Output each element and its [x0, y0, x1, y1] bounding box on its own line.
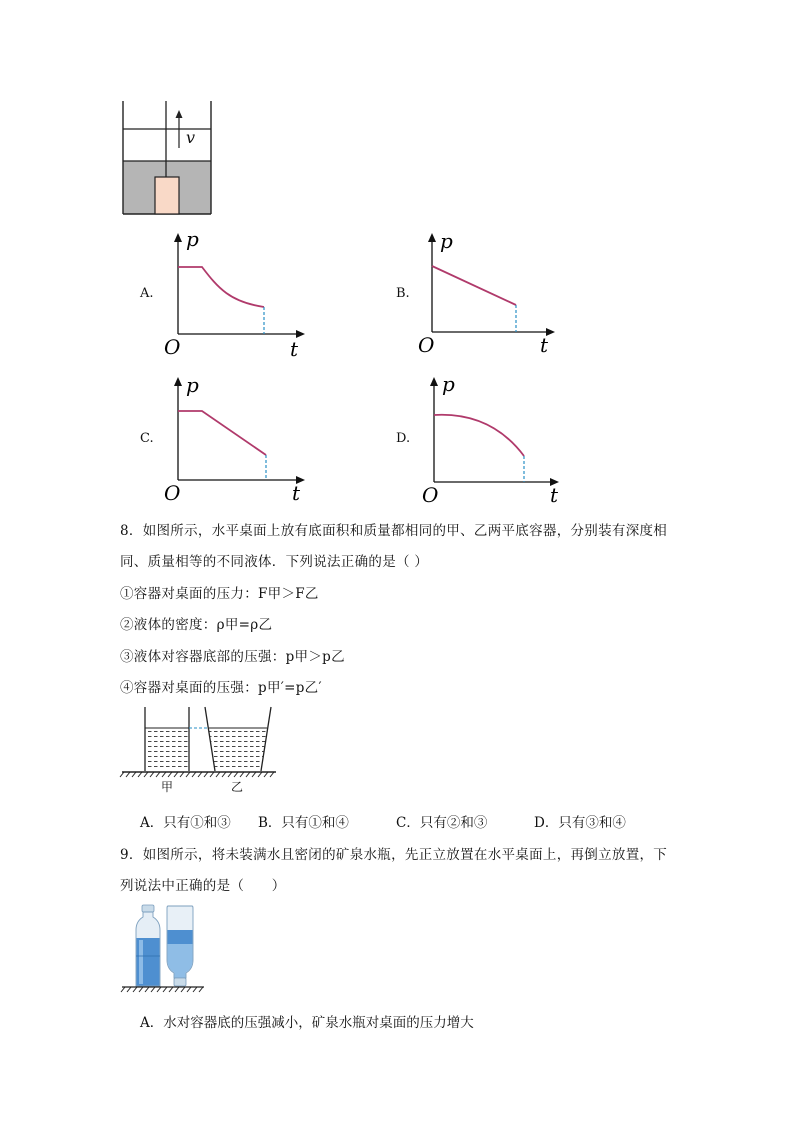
upright-bottle-cap — [142, 905, 154, 912]
q8-option-b[interactable]: B．只有①和④ — [258, 815, 349, 831]
x-axis-label: t — [292, 481, 301, 504]
origin-label: O — [418, 333, 435, 357]
graph-d[interactable] — [416, 372, 566, 504]
y-arrowhead — [174, 233, 182, 242]
q9-option-a[interactable]: A．水对容器底的压强减小，矿泉水瓶对桌面的压力增大 — [140, 1015, 474, 1031]
q9-line1: 9．如图所示，将未装满水且密闭的矿泉水瓶，先正立放置在水平桌面上，再倒立放置，下 — [120, 847, 668, 863]
q8-statement-1: ①容器对桌面的压力：F甲＞F乙 — [120, 586, 319, 602]
option-a-letter[interactable]: A. — [140, 286, 154, 301]
q8-option-d[interactable]: D．只有③和④ — [534, 815, 626, 831]
q8-statement-3: ③液体对容器底部的压强：p甲＞p乙 — [120, 649, 345, 665]
inverted-bottle-label-band — [168, 930, 193, 944]
container-figure — [118, 98, 218, 218]
block — [155, 177, 179, 214]
y-axis-label: p — [186, 373, 199, 397]
inverted-bottle-cap — [174, 978, 186, 986]
pressure-line — [432, 266, 516, 305]
option-c-letter[interactable]: C. — [140, 431, 154, 446]
q8-line2: 同、质量相等的不同液体．下列说法正确的是（ ） — [120, 554, 429, 570]
velocity-label: v — [186, 128, 196, 147]
origin-label: O — [164, 335, 181, 359]
y-arrowhead — [428, 233, 436, 242]
q9-line2: 列说法中正确的是（ ） — [120, 878, 286, 894]
pressure-line — [178, 411, 266, 455]
x-axis-label: t — [540, 333, 549, 357]
option-d-letter[interactable]: D. — [396, 431, 411, 446]
option-b-letter[interactable]: B. — [396, 286, 410, 301]
x-axis-label: t — [290, 337, 299, 360]
container-yi-liquid — [209, 728, 267, 770]
graph-a[interactable] — [160, 228, 310, 360]
pressure-curve — [178, 267, 264, 307]
x-axis-label: t — [550, 483, 559, 504]
y-arrowhead — [430, 377, 438, 386]
container-jia-liquid — [146, 728, 188, 770]
upright-bottle-highlight — [139, 940, 143, 984]
label-yi: 乙 — [231, 780, 244, 794]
y-arrowhead — [174, 377, 182, 386]
q8-statement-4: ④容器对桌面的压强：p甲′=p乙′ — [120, 680, 322, 696]
origin-label: O — [422, 483, 439, 504]
y-axis-label: p — [186, 228, 199, 251]
ground-hatching — [120, 772, 274, 777]
graph-b[interactable] — [414, 228, 564, 360]
pressure-curve — [434, 415, 524, 456]
q8-statement-2: ②液体的密度：ρ甲=ρ乙 — [120, 617, 273, 633]
two-containers-figure — [118, 704, 288, 796]
bottles-figure — [118, 900, 210, 996]
origin-label: O — [164, 481, 181, 504]
q8-option-c[interactable]: C．只有②和③ — [396, 815, 488, 831]
q8-line1: 8．如图所示，水平桌面上放有底面积和质量都相同的甲、乙两平底容器，分别装有深度相 — [120, 523, 668, 539]
q8-option-a[interactable]: A．只有①和③ — [140, 815, 231, 831]
y-axis-label: p — [440, 229, 453, 253]
up-arrowhead — [176, 110, 183, 118]
graph-c[interactable] — [160, 372, 310, 504]
ground-hatching — [121, 987, 203, 992]
label-jia: 甲 — [161, 780, 174, 794]
y-axis-label: p — [442, 372, 455, 396]
